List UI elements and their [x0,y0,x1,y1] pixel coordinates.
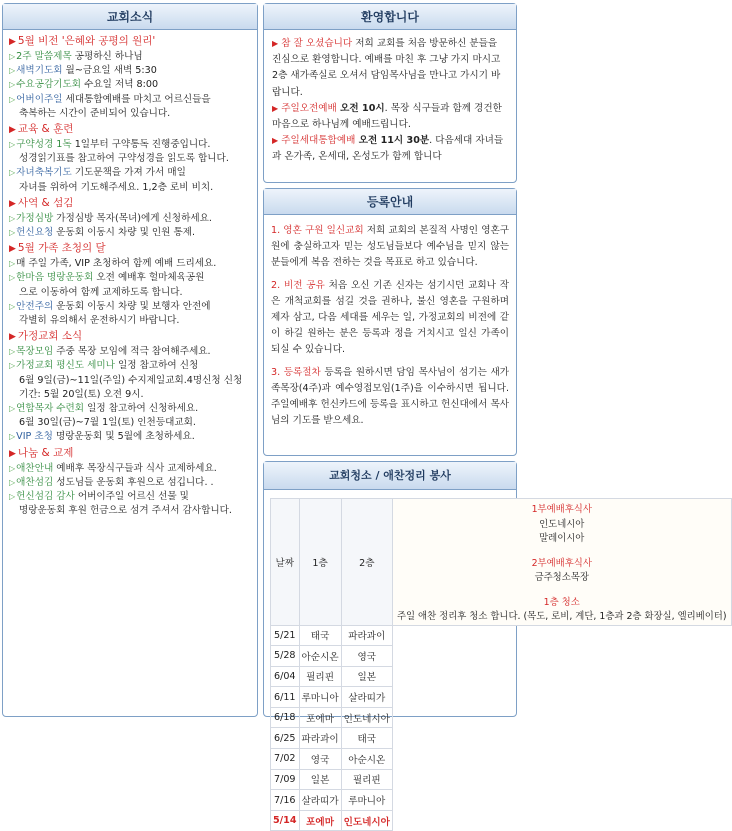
item-text: 기도문책을 가져 가서 매일 [71,167,186,179]
item-head: 어버이주일 [16,93,63,105]
welcome-paragraph-3 [272,133,508,165]
list-item [9,345,251,359]
item-head: 가정교회 평신도 세미나 [16,360,115,372]
item-text: 월~금요일 새벽 5:30 [62,65,157,77]
welcome-p3-text: . 다음세대 자녀들과 온가족, 온세대, 온성도가 함께 합니다 [272,135,504,163]
section-heading-text: 5월 가족 초청의 달 [17,242,106,255]
triangle-bullet-icon: ▶ [9,125,16,136]
item-continuation: 축복하는 시간이 준비되어 있습니다. [19,107,171,119]
date-cell: 6/25 [271,728,300,749]
list-item [9,93,251,121]
hollow-triangle-icon: ▷ [9,347,16,357]
welcome-p1-text: 저희 교회를 처음 방문하신 분들을 진심으로 환영합니다. 예배를 마친 후 그냥 가지 마시고 2층 새가족실로 오셔서 담임목사님을 만나고 가시기 바랍니다. [272,38,501,98]
side3-text: 주일 애찬 정리후 청소 합니다. (목도, 로비, 계단, 1층과 2층 화장실, 엘리베이터) [396,611,727,622]
hollow-triangle-icon: ▷ [9,52,16,61]
table-row [271,707,732,728]
table-row [271,687,732,708]
list-item [9,64,251,78]
triangle-bullet-icon: ▶ [9,448,16,459]
item-text: 오전 예배후 헐마체육공원 [93,272,205,284]
table-row [271,790,732,811]
list-item [9,50,251,64]
item-text: 1일부터 구약통독 진행중입니다. [71,139,211,151]
triangle-bullet-icon: ▶ [9,244,16,255]
table-row [271,625,732,646]
cleaning-table [270,498,732,831]
item-head: 자녀축복기도 [16,167,72,179]
item-head: VIP 초청 [16,431,53,443]
team-cell: 살라띠가 [299,790,341,811]
list-item [9,78,251,92]
item-text: 수요일 저녁 8:00 [81,79,159,91]
hollow-triangle-icon: ▷ [9,301,16,311]
table-row [271,769,732,790]
team-cell: 일본 [341,666,392,687]
news-panel [2,3,258,717]
team-cell: 인도네시아 [341,810,392,831]
hollow-triangle-icon: ▷ [9,273,16,283]
item-continuation: 6월 9일(금)~11일(주일) 수지제일교회.4명신청 신청기간: 5월 20일(토) 오전 9시. [19,374,243,400]
hollow-triangle-icon: ▷ [9,228,16,238]
welcome-p2-text: . 목장 식구들과 함께 경건한 마음으로 하나님께 예배드립니다. [272,102,502,131]
date-cell: 6/04 [271,666,300,687]
registration-p3-head: 3. 등록절차 [271,366,321,378]
item-text: 운동회 이동시 차량 및 보행자 안전에 [53,300,211,312]
table-row [271,646,732,667]
hollow-triangle-icon: ▷ [9,94,16,104]
list-item [9,226,251,240]
hollow-triangle-icon: ▷ [9,463,16,473]
hollow-triangle-icon: ▷ [9,168,16,178]
date-cell: 7/02 [271,749,300,770]
registration-p2-text: 처음 오신 기존 신자는 섬기시던 교회나 작은 개척교회를 섬길 것을 권하나, 불신 영혼을 구원하며 제자 삼고, 다음 세대를 세우는 일, 가정교회의 비전에 같이 하길 원하는 분은 등록과 정을 거치시고 일신 가족이 되실 수 있습니다. [271,279,509,356]
date-cell: 5/14 [271,810,300,831]
welcome-paragraph-2 [272,101,508,133]
team-cell: 태국 [299,625,341,646]
hollow-triangle-icon: ▷ [9,432,16,442]
section-heading [9,121,251,138]
date-cell: 5/28 [271,646,300,667]
side3-head: 1층 청소 [543,596,580,608]
header-date: 날짜 [271,499,300,626]
hollow-triangle-icon: ▷ [9,361,16,371]
team-cell: 영국 [341,646,392,667]
team-cell: 아순시온 [341,749,392,770]
side1-line: 인도네시아 [539,518,585,530]
registration-title: 등록안내 [264,189,516,215]
item-text: 세대통합예배를 마치고 어르신들을 [62,93,211,105]
item-text: 매 주일 가족, VIP 초청하여 함께 예배 드리세요. [16,258,217,270]
team-cell: 인도네시아 [341,707,392,728]
section-heading-text: 사역 & 섬김 [17,196,74,209]
registration-paragraph-3 [271,365,509,430]
list-item [9,402,251,430]
item-head: 안전주의 [16,300,54,312]
item-head: 목장모임 [16,346,54,358]
item-text: 예배후 목장식구들과 식사 교제하세요. [53,462,217,474]
side2-head: 2부예배후식사 [531,557,592,569]
section-heading-text: 나눔 & 교제 [17,446,74,459]
item-head: 애찬안내 [16,462,54,474]
item-text: 성도님들 운동회 후원으로 섬깁니다. . [53,476,214,488]
date-cell: 7/09 [271,769,300,790]
date-cell: 6/18 [271,707,300,728]
table-row [271,666,732,687]
welcome-title: 환영합니다 [264,4,516,30]
triangle-bullet-icon: ▶ [9,198,16,209]
triangle-bullet-icon: ▶ [272,103,279,113]
list-item [9,257,251,271]
item-text: 일정 참고하여 신청 [114,360,199,372]
team-cell: 태국 [341,728,392,749]
item-text: 주중 목장 모임에 적극 참여해주세요. [53,346,211,358]
table-row [271,728,732,749]
team-cell: 필리핀 [299,666,341,687]
item-head: 가정심방 [16,212,54,224]
side1-head: 1부예배후식사 [531,504,592,515]
team-cell: 포에마 [299,810,341,831]
welcome-p3-head: 주일세대통합예배 [281,135,356,147]
team-cell: 일본 [299,769,341,790]
table-row [271,810,732,831]
header-floor2: 2층 [341,499,392,626]
list-item [9,490,251,518]
registration-paragraph-1 [271,223,509,272]
section-heading-text: 5월 비전 '은혜와 공평의 원리' [17,35,156,47]
item-head: 수요공감기도회 [16,79,82,91]
hollow-triangle-icon: ▷ [9,404,16,414]
table-row [271,749,732,770]
hollow-triangle-icon: ▷ [9,259,16,269]
registration-p1-head: 1. 영혼 구원 일신교회 [271,225,364,236]
item-head: 2주 말씀제목 [16,51,72,62]
welcome-p2-bold: 오전 10시 [336,102,385,114]
item-continuation: 6월 30일(금)~7월 1일(토) 인천등대교회. [19,417,196,429]
section-heading-text: 교육 & 훈련 [17,123,74,136]
triangle-bullet-icon: ▶ [9,332,16,343]
section-heading [9,195,251,212]
side2-line: 금주청소목장 [534,572,589,583]
triangle-bullet-icon: ▶ [9,37,16,47]
list-item [9,138,251,166]
section-heading [9,328,251,345]
item-head: 새벽기도회 [16,65,63,77]
item-head: 헌신요청 [16,227,54,239]
date-cell: 5/21 [271,625,300,646]
registration-p3-text: 등록을 원하시면 담임 목사님이 섬기는 새가족목장(4주)과 예수영접모임(1주)을 이수하시면 됩니다. 주일예배후 헌신카드에 등록을 표시하고 헌신대에서 목사님의 기도를 받으세요. [271,366,509,427]
welcome-p2-head: 주일오전예배 [281,102,337,114]
date-cell: 6/11 [271,687,300,708]
side1-line: 말레이시아 [539,533,585,544]
cleaning-title: 교회청소 / 애찬정리 봉사 [264,462,516,490]
item-continuation: 성경읽기표를 참고하여 구약성경을 읽도록 합니다. [19,153,229,165]
welcome-p3-bold: 오전 11시 30분 [355,135,430,147]
registration-p1-text: 저희 교회의 본질적 사명인 영혼구원에 충실하고자 믿는 성도님들보다 예수님을 믿지 않는 분들에게 복음 전하는 것을 목표로 하고 있습니다. [271,225,509,269]
list-item [9,462,251,476]
team-cell: 필리핀 [341,769,392,790]
team-cell: 파라과이 [299,728,341,749]
hollow-triangle-icon: ▷ [9,477,16,487]
team-cell: 포에마 [299,707,341,728]
date-cell: 7/16 [271,790,300,811]
item-text: 운동회 이동시 차량 및 인원 통제. [53,227,196,239]
item-text: 어버이주일 어르신 선물 및 [74,491,189,503]
triangle-bullet-icon: ▶ [272,136,279,146]
hollow-triangle-icon: ▷ [9,492,16,502]
item-head: 한마음 명랑운동회 [16,272,94,284]
triangle-bullet-icon: ▶ [272,39,279,48]
item-text: 공평하신 하나님 [71,51,143,62]
team-cell: 살라띠가 [341,687,392,708]
item-text: 가정심방 목자(목녀)에게 신청하세요. [53,212,212,224]
team-cell: 아순시온 [299,646,341,667]
list-item [9,359,251,402]
hollow-triangle-icon: ▷ [9,80,16,90]
welcome-panel [263,3,517,183]
header-floor1: 1층 [299,499,341,626]
registration-p2-head: 2. 비전 공유 [271,279,325,291]
welcome-p1-head: 참 잘 오셨습니다 [281,38,353,49]
item-text: 명랑운동회 및 5월에 초청하세요. [52,431,195,443]
list-item [9,430,251,444]
cleaning-panel [263,461,727,828]
news-title: 교회소식 [3,4,257,30]
item-head: 애찬섬김 [16,476,54,488]
team-cell: 영국 [299,749,341,770]
item-continuation: 으로 이동하여 함께 교제하도록 합니다. [19,286,183,298]
news-list [3,30,257,518]
item-continuation: 자녀를 위하여 기도해주세요. 1,2층 로비 비치. [19,181,214,193]
section-heading [9,240,251,257]
list-item [9,212,251,226]
hollow-triangle-icon: ▷ [9,66,16,76]
list-item [9,166,251,194]
team-cell: 파라과이 [341,625,392,646]
section-heading [9,445,251,462]
hollow-triangle-icon: ▷ [9,213,16,223]
hollow-triangle-icon: ▷ [9,140,16,150]
team-cell: 루마니아 [341,790,392,811]
item-continuation: 명랑운동회 후원 헌금으로 섬겨 주셔서 감사합니다. [19,505,232,517]
section-heading [9,33,251,50]
item-text: 일정 참고하여 신청하세요. [84,403,199,415]
item-head: 구약성경 1독 [16,139,72,151]
list-item [9,271,251,299]
item-continuation: 각별히 유의해서 운전하시기 바랍니다. [19,315,180,327]
team-cell: 루마니아 [299,687,341,708]
list-item [9,300,251,328]
section-heading-text: 가정교회 소식 [17,330,83,343]
welcome-paragraph-1 [272,36,508,101]
cleaning-side-notes [392,499,731,626]
item-head: 헌신섬김 감사 [16,491,75,503]
registration-paragraph-2 [271,278,509,359]
item-head: 연합목자 수련회 [16,403,85,415]
list-item [9,476,251,490]
registration-panel [263,188,517,456]
table-header-row [271,499,732,626]
